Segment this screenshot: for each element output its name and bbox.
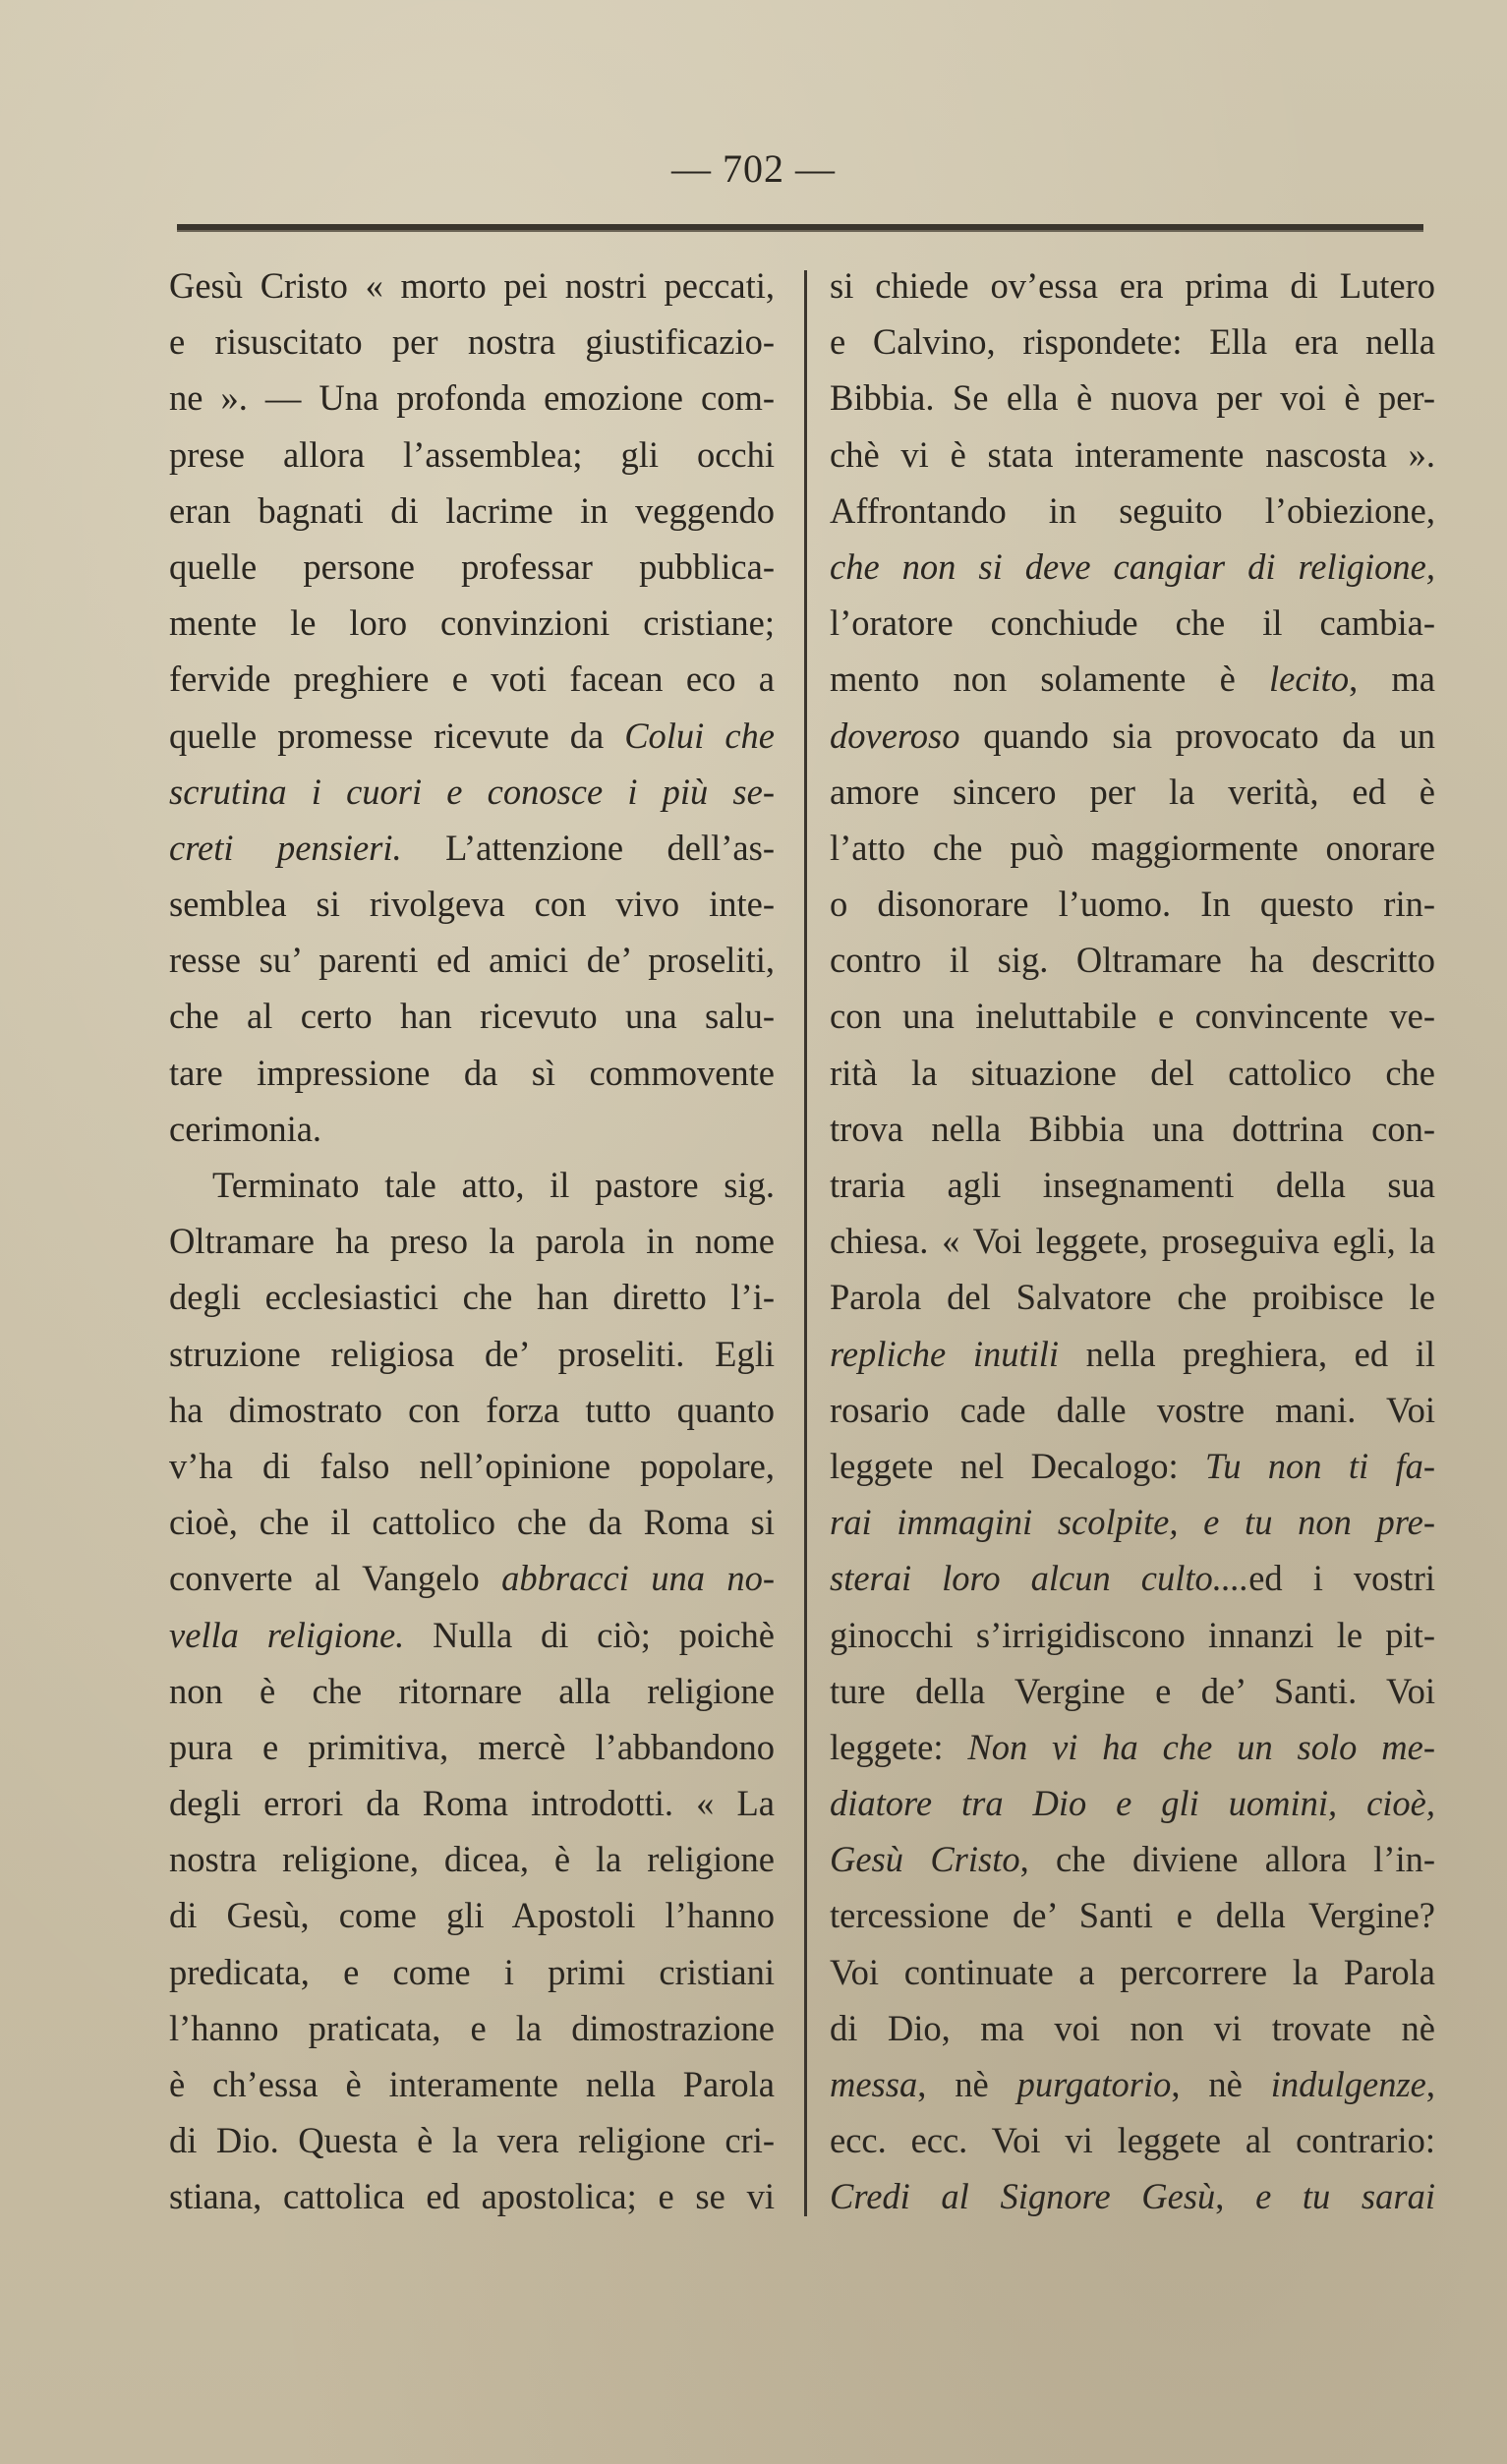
text-segment: cerimonia. bbox=[169, 1108, 322, 1149]
text-segment: è ch’essa è interamente nella Parola bbox=[169, 2064, 775, 2104]
text-segment: nella preghiera, ed il bbox=[1059, 1333, 1435, 1374]
text-segment: ginocchi s’irrigidiscono innanzi le pit- bbox=[830, 1614, 1435, 1655]
text-segment: quelle promesse ricevute da bbox=[169, 715, 625, 756]
text-segment: o disonorare l’uomo. In questo rin- bbox=[830, 884, 1435, 925]
text-segment: fervide preghiere e voti facean eco a bbox=[169, 659, 775, 700]
column-divider bbox=[804, 270, 807, 2216]
text-line bbox=[830, 539, 1435, 595]
italic-text: Credi al Signore Gesù bbox=[830, 2176, 1216, 2217]
text-line bbox=[830, 876, 1435, 932]
text-segment: ed i vostri bbox=[1248, 1558, 1435, 1599]
italic-text: scrutina i cuori e conosce i più se- bbox=[169, 771, 775, 812]
text-line bbox=[830, 1326, 1435, 1382]
text-line bbox=[169, 1607, 775, 1663]
text-segment: Parola del Salvatore che proibisce le bbox=[830, 1277, 1435, 1318]
text-line bbox=[169, 2112, 775, 2168]
text-line bbox=[830, 1045, 1435, 1101]
text-segment: ha dimostrato con forza tutto quanto bbox=[169, 1389, 775, 1430]
text-line bbox=[169, 1550, 775, 1606]
text-segment: , bbox=[1425, 2064, 1435, 2104]
text-segment: con una ineluttabile e convincente ve- bbox=[830, 996, 1435, 1037]
text-segment: di Gesù, come gli Apostoli l’hanno bbox=[169, 1895, 775, 1936]
text-line bbox=[830, 2112, 1435, 2168]
italic-text: che non si deve cangiar di religione, bbox=[830, 545, 1435, 587]
italic-text: purgatorio bbox=[1016, 2064, 1172, 2104]
text-line bbox=[169, 764, 775, 820]
text-line bbox=[830, 1719, 1435, 1775]
text-segment: ture della Vergine e de’ Santi. Voi bbox=[830, 1670, 1435, 1711]
text-segment: Bibbia. Se ella è nuova per voi è per- bbox=[830, 377, 1435, 419]
text-segment: tercessione de’ Santi e della Vergine? bbox=[830, 1895, 1435, 1936]
italic-text: Tu non ti fa- bbox=[1204, 1445, 1435, 1486]
text-segment: degli ecclesiastici che han diretto l’i- bbox=[169, 1277, 775, 1318]
text-line bbox=[830, 1775, 1435, 1831]
text-line bbox=[169, 2056, 775, 2112]
italic-text: Non vi ha che un solo me- bbox=[967, 1726, 1435, 1767]
text-line bbox=[169, 1831, 775, 1887]
text-line bbox=[169, 314, 775, 370]
text-line bbox=[169, 1944, 775, 2000]
text-line bbox=[169, 1494, 775, 1550]
text-segment: semblea si rivolgeva con vivo inte- bbox=[169, 884, 775, 925]
text-line bbox=[830, 1382, 1435, 1438]
text-segment: prese allora l’assemblea; gli occhi bbox=[169, 433, 775, 475]
text-segment: tare impressione da sì commovente bbox=[169, 1052, 775, 1093]
text-line bbox=[830, 1157, 1435, 1213]
italic-text: rai immagini scolpite, e tu non pre- bbox=[830, 1502, 1435, 1543]
text-segment: Voi continuate a percorrere la Parola bbox=[830, 1951, 1435, 1992]
text-segment: traria agli insegnamenti della sua bbox=[830, 1165, 1435, 1205]
text-segment: rità la situazione del cattolico che bbox=[830, 1052, 1435, 1093]
text-line bbox=[169, 483, 775, 539]
text-line bbox=[169, 2168, 775, 2224]
text-line bbox=[830, 1269, 1435, 1325]
text-segment: , nè bbox=[917, 2064, 1017, 2104]
text-segment: e risuscitato per nostra giustificazio- bbox=[169, 321, 775, 363]
text-line bbox=[169, 1382, 775, 1438]
text-segment: eran bagnati di lacrime in veggendo bbox=[169, 489, 775, 531]
text-segment: quando sia provocato da un bbox=[959, 715, 1435, 756]
text-segment: non è che ritornare alla religione bbox=[169, 1670, 775, 1711]
text-line bbox=[830, 932, 1435, 988]
text-segment: mento non solamente è bbox=[830, 659, 1269, 700]
text-segment: quelle persone professar pubblica- bbox=[169, 545, 775, 587]
text-segment: ecc. ecc. Voi vi leggete al contrario: bbox=[830, 2120, 1435, 2161]
text-line bbox=[169, 876, 775, 932]
header-rule bbox=[177, 224, 1423, 232]
text-line bbox=[169, 2000, 775, 2056]
text-line bbox=[169, 370, 775, 426]
text-segment: Affrontando in seguito l’obiezione, bbox=[830, 489, 1435, 531]
italic-text: sterai loro alcun culto.... bbox=[830, 1558, 1249, 1599]
text-line bbox=[169, 539, 775, 595]
text-line bbox=[830, 2056, 1435, 2112]
right-column bbox=[830, 258, 1435, 2225]
text-segment: e Calvino, rispondete: Ella era nella bbox=[830, 321, 1435, 363]
text-line bbox=[169, 1438, 775, 1494]
text-line bbox=[830, 988, 1435, 1044]
text-segment: contro il sig. Oltramare ha descritto bbox=[830, 940, 1435, 981]
text-segment: ne ». — Una profonda emozione com- bbox=[169, 377, 775, 419]
left-column bbox=[169, 258, 775, 2225]
italic-text: repliche inutili bbox=[830, 1333, 1060, 1374]
italic-text: lecito bbox=[1269, 659, 1350, 700]
text-line bbox=[830, 2000, 1435, 2056]
text-segment: stiana, cattolica ed apostolica; e se vi bbox=[169, 2176, 775, 2217]
text-line bbox=[169, 820, 775, 876]
text-line bbox=[169, 427, 775, 483]
italic-text: Colui che bbox=[624, 715, 775, 756]
text-line bbox=[830, 1101, 1435, 1157]
italic-text: creti pensieri. bbox=[169, 827, 402, 868]
italic-text: diatore tra Dio e gli uomini, cioè, bbox=[830, 1783, 1435, 1824]
text-line bbox=[830, 1494, 1435, 1550]
text-line bbox=[169, 932, 775, 988]
text-line bbox=[169, 1213, 775, 1269]
text-segment: che al certo han ricevuto una salu- bbox=[169, 996, 775, 1037]
text-line bbox=[169, 708, 775, 764]
text-line bbox=[169, 1157, 775, 1213]
text-segment: Terminato tale atto, il pastore sig. bbox=[212, 1165, 775, 1205]
italic-text: messa bbox=[830, 2064, 918, 2104]
text-segment: rosario cade dalle vostre mani. Voi bbox=[830, 1389, 1435, 1430]
text-segment: l’oratore conchiude che il cambia- bbox=[830, 602, 1435, 644]
text-line bbox=[169, 651, 775, 707]
text-segment: Oltramare ha preso la parola in nome bbox=[169, 1221, 775, 1262]
text-segment: mente le loro convinzioni cristiane; bbox=[169, 602, 775, 644]
text-segment: di Dio, ma voi non vi trovate nè bbox=[830, 2007, 1435, 2048]
text-segment: leggete nel Decalogo: bbox=[830, 1445, 1205, 1486]
text-line bbox=[830, 370, 1435, 426]
text-segment: converte al Vangelo bbox=[169, 1558, 502, 1599]
text-segment: degli errori da Roma introdotti. « La bbox=[169, 1783, 775, 1824]
text-segment: pura e primitiva, mercè l’abbandono bbox=[169, 1726, 775, 1767]
text-line bbox=[830, 1213, 1435, 1269]
text-line bbox=[830, 1944, 1435, 2000]
text-line bbox=[830, 1663, 1435, 1719]
text-segment: , che diviene allora l’in- bbox=[1019, 1839, 1435, 1880]
text-segment: amore sincero per la verità, ed è bbox=[830, 771, 1435, 812]
text-line bbox=[169, 1326, 775, 1382]
text-line bbox=[169, 1887, 775, 1943]
text-line bbox=[830, 1607, 1435, 1663]
text-segment: chè vi è stata interamente nascosta ». bbox=[830, 433, 1435, 475]
text-line bbox=[830, 820, 1435, 876]
text-line bbox=[830, 2168, 1435, 2224]
text-line bbox=[169, 1775, 775, 1831]
text-line bbox=[169, 1663, 775, 1719]
text-line bbox=[830, 258, 1435, 314]
text-segment: Gesù Cristo « morto pei nostri peccati, bbox=[169, 265, 775, 306]
italic-text: e tu sarai bbox=[1255, 2176, 1435, 2217]
text-segment: , nè bbox=[1171, 2064, 1271, 2104]
text-line bbox=[830, 595, 1435, 651]
text-segment: , ma bbox=[1349, 659, 1435, 700]
text-line bbox=[830, 1887, 1435, 1943]
text-segment: l’atto che può maggiormente onorare bbox=[830, 827, 1435, 868]
text-segment: leggete: bbox=[830, 1726, 968, 1767]
italic-text: indulgenze bbox=[1270, 2064, 1426, 2104]
text-line bbox=[169, 988, 775, 1044]
text-line bbox=[830, 483, 1435, 539]
text-line bbox=[830, 314, 1435, 370]
text-segment: l’hanno praticata, e la dimostrazione bbox=[169, 2007, 775, 2048]
text-segment: si chiede ov’essa era prima di Lutero bbox=[830, 265, 1435, 306]
italic-text: vella religione. bbox=[169, 1614, 405, 1655]
text-segment: Nulla di ciò; poichè bbox=[404, 1614, 775, 1655]
text-line bbox=[169, 258, 775, 314]
text-segment: resse su’ parenti ed amici de’ proseliti, bbox=[169, 940, 775, 981]
text-segment: L’attenzione dell’as- bbox=[401, 827, 775, 868]
text-segment: trova nella Bibbia una dottrina con- bbox=[830, 1108, 1435, 1149]
italic-text: doveroso bbox=[830, 715, 960, 756]
text-line bbox=[169, 1719, 775, 1775]
text-line bbox=[169, 595, 775, 651]
text-line bbox=[830, 427, 1435, 483]
text-segment: , bbox=[1215, 2176, 1256, 2217]
page-number: — 702 — bbox=[671, 146, 836, 191]
italic-text: abbracci una no- bbox=[501, 1558, 775, 1599]
italic-text: Gesù Cristo bbox=[830, 1839, 1020, 1880]
text-line bbox=[830, 651, 1435, 707]
text-segment: nostra religione, dicea, è la religione bbox=[169, 1839, 775, 1880]
text-line bbox=[830, 764, 1435, 820]
text-segment: predicata, e come i primi cristiani bbox=[169, 1951, 775, 1992]
text-line bbox=[169, 1269, 775, 1325]
text-segment: chiesa. « Voi leggete, proseguiva egli, la bbox=[830, 1221, 1435, 1262]
text-segment: struzione religiosa de’ proseliti. Egli bbox=[169, 1333, 775, 1374]
text-line bbox=[830, 1831, 1435, 1887]
text-line bbox=[169, 1101, 775, 1157]
text-segment: di Dio. Questa è la vera religione cri- bbox=[169, 2120, 775, 2161]
text-line bbox=[830, 1438, 1435, 1494]
text-segment: cioè, che il cattolico che da Roma si bbox=[169, 1502, 775, 1543]
text-line bbox=[169, 1045, 775, 1101]
text-line bbox=[830, 708, 1435, 764]
text-segment: v’ha di falso nell’opinione popolare, bbox=[169, 1445, 775, 1486]
text-line bbox=[830, 1550, 1435, 1606]
